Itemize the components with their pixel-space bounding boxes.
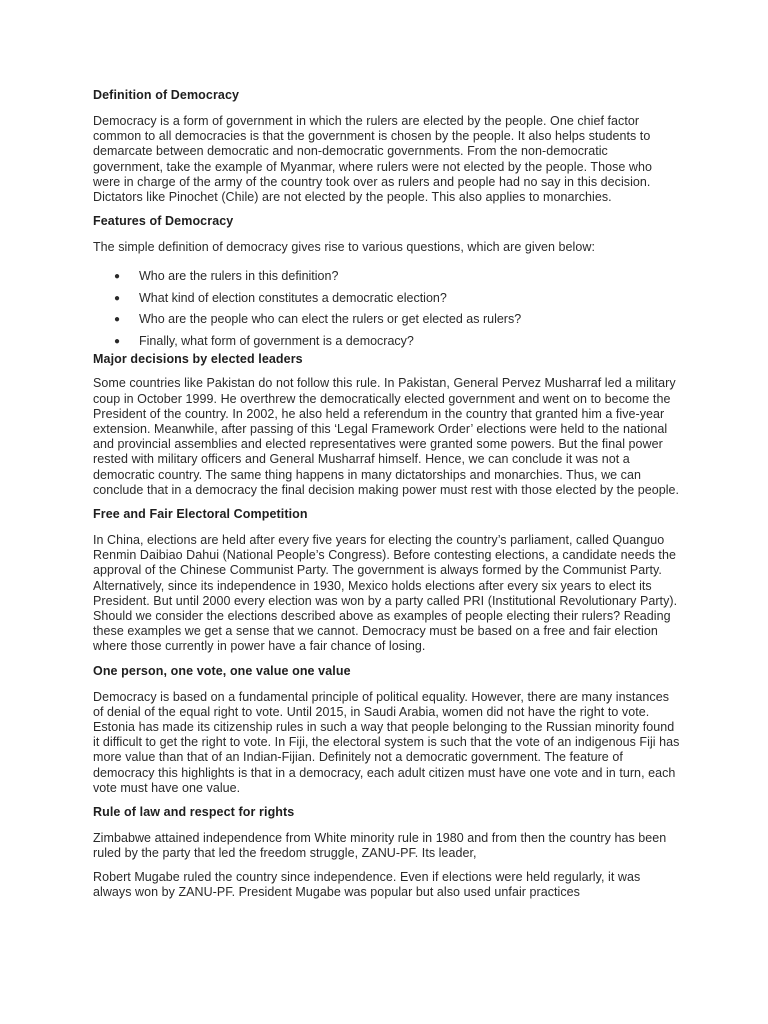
list-item xyxy=(93,269,681,284)
list-item xyxy=(93,291,681,306)
section-features xyxy=(93,213,681,349)
section-heading: One person, one vote, one value one value xyxy=(93,663,351,678)
section-rule-of-law xyxy=(93,804,681,900)
bullet-icon: ● xyxy=(114,271,121,283)
section-definition xyxy=(93,87,681,205)
list-item-text: Who are the rulers in this definition? xyxy=(139,269,339,284)
list-item-text: What kind of election constitutes a democratic election? xyxy=(139,290,447,305)
paragraph: Some countries like Pakistan do not follow this rule. In Pakistan, General Pervez Musharraf led a military coup in October 1999. He overthrew the democratically elected government and went on to become the President of the country. In 2002, he also held a referendum in the country that granted him a five-year extension. Meanwhile, after passing of this ‘Legal Framework Order’ elections were held to the national and provincial assemblies and elected representatives were granted some powers. But the final power rested with military officers and General Musharraf himself. Hence, we can conclude it was not a democratic country. The same thing happens in many dictatorships and monarchies. Thus, we can conclude that in a democracy the final decision making power must rest with those elected by the people. xyxy=(93,376,680,497)
paragraph: Democracy is a form of government in which the rulers are elected by the people. One chief factor common to all democracies is that the government is chosen by the people. It also helps students to demarcate between democratic and non-democratic governments. From the non-democratic government, take the example of Myanmar, where rulers were not elected by the people. Those who were in charge of the army of the country took over as rulers and people had no say in this decision. Dictators like Pinochet (Chile) are not elected by the people. This also applies to monarchies. xyxy=(93,114,652,205)
section-heading: Free and Fair Electoral Competition xyxy=(93,507,308,522)
bullet-icon: ● xyxy=(114,314,121,326)
list-item xyxy=(93,312,681,327)
paragraph: The simple definition of democracy gives rise to various questions, which are given below: xyxy=(93,240,595,255)
list-item-text: Who are the people who can elect the rulers or get elected as rulers? xyxy=(139,312,522,327)
paragraph: Zimbabwe attained independence from White minority rule in 1980 and from then the country has been ruled by the party that led the freedom struggle, ZANU-PF. Its leader, xyxy=(93,831,667,861)
section-heading: Features of Democracy xyxy=(93,214,234,229)
section-one-person-one-vote xyxy=(93,663,681,796)
bullet-icon: ● xyxy=(114,335,121,347)
list-item xyxy=(93,334,681,349)
section-free-fair-elections xyxy=(93,506,681,655)
paragraph: Robert Mugabe ruled the country since independence. Even if elections were held regularly, it was always won by ZANU-PF. President Mugabe was popular but also used unfair practices xyxy=(93,869,641,899)
section-heading: Major decisions by elected leaders xyxy=(93,352,303,367)
section-major-decisions xyxy=(93,351,681,498)
section-heading: Definition of Democracy xyxy=(93,88,240,102)
bullet-icon: ● xyxy=(114,292,121,304)
paragraph: Democracy is based on a fundamental principle of political equality. However, there are many instances of denial of the equal right to vote. Until 2015, in Saudi Arabia, women did not have the right to vote. Estonia has made its citizenship rules in such a way that people belonging to the Russian minority found it difficult to get the right to vote. In Fiji, the electoral system is such that the vote of an indigenous Fiji has more value than that of an Indian-Fijian. Definitely not a democratic government. The feature of democracy this highlights is that in a democracy, each adult citizen must have one vote and in turn, each vote must have one value. xyxy=(93,689,680,795)
bullet-list xyxy=(93,269,681,349)
section-heading: Rule of law and respect for rights xyxy=(93,805,295,820)
list-item-text: Finally, what form of government is a democracy? xyxy=(139,333,414,348)
paragraph: In China, elections are held after every five years for electing the country’s parliament, called Quanguo Renmin Daibiao Dahui (National People’s Congress). Before contesting elections, a candidate needs the approval of the Chinese Communist Party. The government is always formed by the Communist Party. Alternatively, since its independence in 1930, Mexico holds elections after every six years to elect its President. But until 2000 every election was won by a party called PRI (Institutional Revolutionary Party). Should we consider the elections described above as examples of people electing their rulers? Reading these examples we get a sense that we cannot. Democracy must be based on a free and fair election where those currently in power have a fair chance of losing. xyxy=(93,533,678,654)
